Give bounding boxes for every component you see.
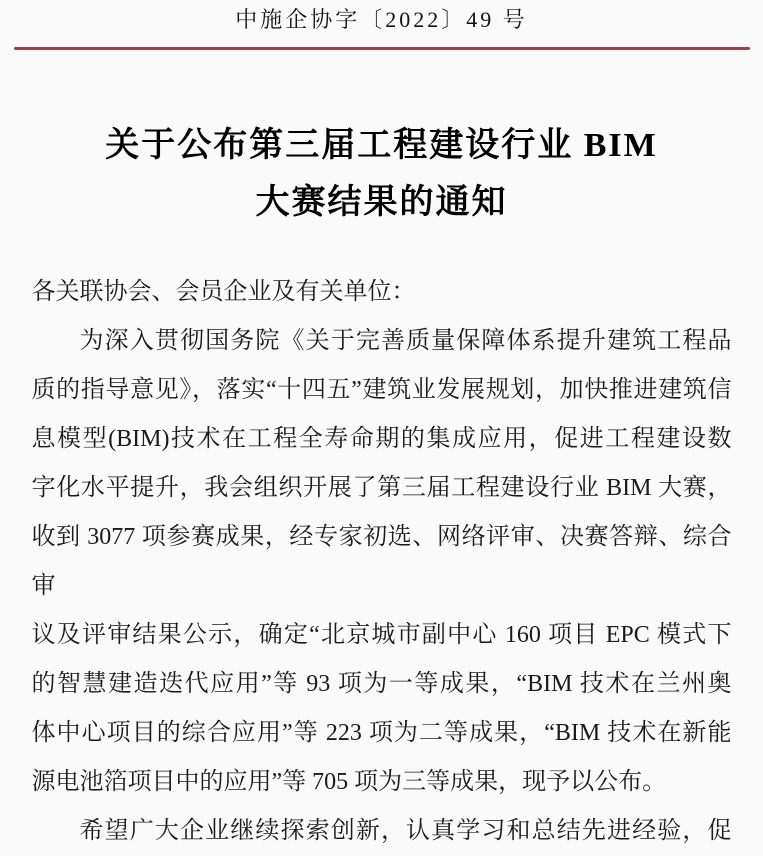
- body-line: 议及评审结果公示，确定“北京城市副中心 160 项目 EPC 模式下: [31, 622, 732, 648]
- title-line-1: 关于公布第三届工程建设行业 BIM: [105, 127, 658, 164]
- body-line: 质的指导意见》，落实“十四五”建筑业发展规划，加快推进建筑信: [31, 377, 732, 403]
- body-line: 字化水平提升，我会组织开展了第三届工程建设行业 BIM 大赛，: [31, 475, 732, 501]
- title-line-2: 大赛结果的通知: [255, 184, 508, 221]
- body-line: 为深入贯彻国务院《关于完善质量保障体系提升建筑工程品: [79, 328, 732, 354]
- body-line: 希望广大企业继续探索创新，认真学习和总结先进经验，促: [79, 818, 732, 844]
- body-line: 体中心项目的综合应用”等 223 项为二等成果，“BIM 技术在新能: [31, 720, 732, 746]
- red-divider-line: [14, 47, 750, 50]
- body-line: 的智慧建造迭代应用”等 93 项为一等成果，“BIM 技术在兰州奥: [31, 671, 732, 697]
- body-line: 收到 3077 项参赛成果，经专家初选、网络评审、决赛答辩、综合审: [31, 524, 732, 599]
- body-line: 源电池箔项目中的应用”等 705 项为三等成果，现予以公布。: [31, 769, 667, 795]
- document-page: [0, 5, 763, 844]
- document-title: [0, 117, 763, 231]
- document-body: [32, 268, 732, 856]
- body-line: 息模型(BIM)技术在工程全寿命期的集成应用，促进工程建设数: [31, 426, 732, 452]
- salutation-line: 各关联协会、会员企业及有关单位：: [31, 279, 416, 305]
- doc-number: 中施企协字〔2022〕49 号: [235, 7, 528, 32]
